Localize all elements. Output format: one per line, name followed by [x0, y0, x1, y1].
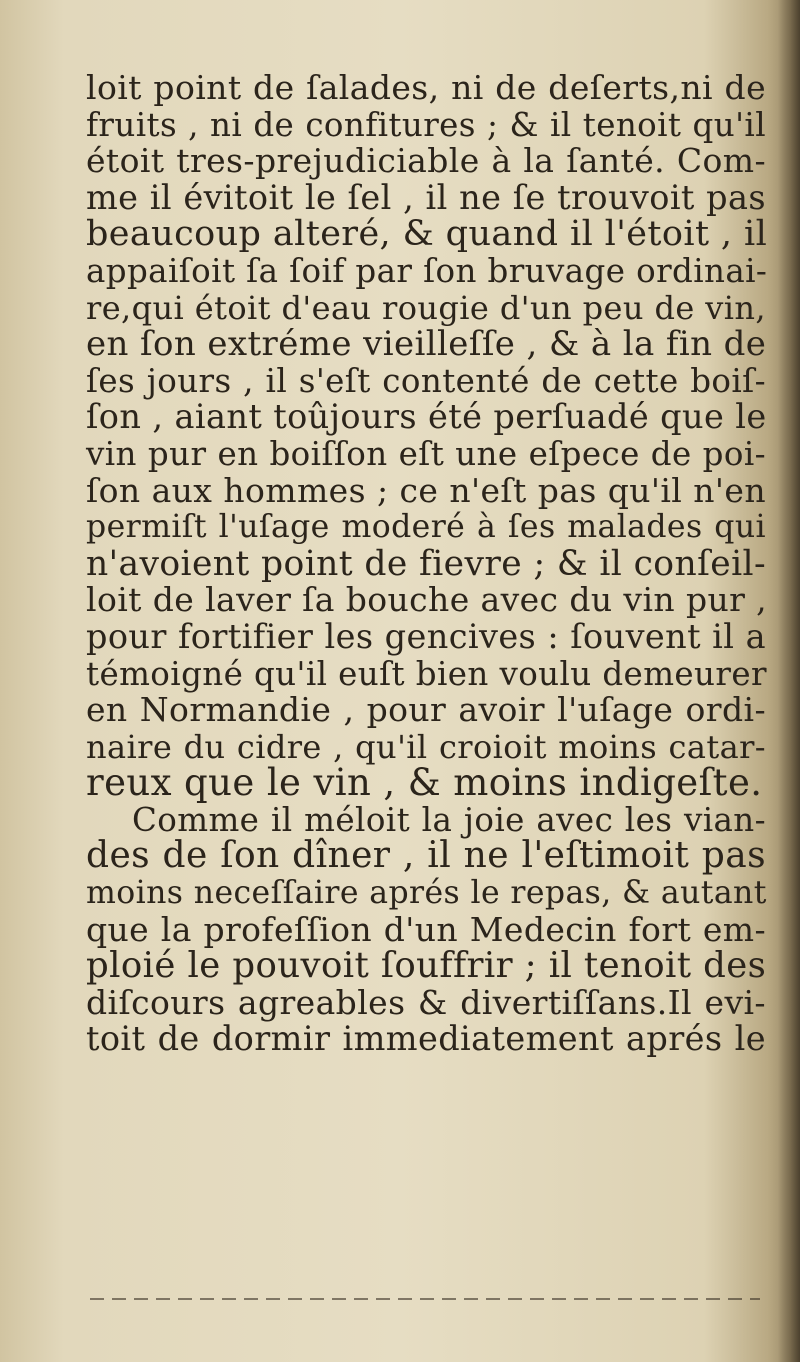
text-line: n'avoient point de fievre ; & il conſeil- [86, 543, 766, 584]
text-line: diſcours agreables & divertiſſans.Il evi- [86, 982, 766, 1022]
text-line: re,qui étoit d'eau rougie d'un peu de vin, [86, 288, 766, 327]
text-line: beaucoup alteré, & quand il l'étoit , il [86, 214, 768, 255]
text-line: ſon aux hommes ; ce n'eſt pas qu'il n'en [86, 470, 766, 510]
text-line: en Normandie , pour avoir l'uſage ordi- [86, 690, 766, 730]
text-line: en ſon extréme vieilleſſe , & à la fin de [86, 324, 767, 365]
text-line: que la profeſſion d'un Medecin fort em- [86, 909, 766, 949]
text-line: témoigné qu'il euſt bien voulu demeurer [86, 654, 767, 693]
text-line: ploié le pouvoit ſouffrir ; il tenoit des [86, 945, 767, 987]
text-line: vin pur en boiſſon eſt une eſpece de poi- [86, 434, 766, 473]
text-line: appaiſoit ſa ſoif par ſon bruvage ordinai- [86, 251, 768, 290]
text-line: me il évitoit le ſel , il ne ſe trouvoit pas [86, 177, 766, 217]
text-line: toit de dormir immediatement aprés le [86, 1019, 766, 1059]
text-line: permiſt l'uſage moderé à ſes malades qui [86, 509, 766, 546]
text-line: reux que le vin , & moins indigeſte. [86, 761, 763, 805]
text-line: loit de laver ſa bouche avec du vin pur , [86, 580, 768, 620]
text-line: loit point de ſalades, ni de deſerts,ni de [86, 68, 766, 107]
page-gutter-shadow [778, 0, 800, 1362]
text-line: fruits , ni de confitures ; & il tenoit qu'il [86, 105, 766, 144]
catchword-underline [90, 1298, 760, 1300]
text-line: pour fortifier les gencives : ſouvent il a [86, 616, 766, 656]
text-line: Comme il méloit la joie avec les vian- [132, 800, 766, 839]
text-line: naire du cidre , qu'il croioit moins catar- [86, 727, 766, 766]
text-line: étoit tres-prejudiciable à la ſanté. Com- [86, 141, 766, 181]
text-line: moins neceſſaire aprés le repas, & autant [86, 875, 767, 912]
text-line: ſon , aiant toûjours été perſuadé que le [86, 397, 767, 437]
text-line: ſes jours , il s'eſt contenté de cette boiſ- [86, 361, 766, 400]
text-line: des de ſon dîner , il ne l'eſtimoit pas [86, 835, 766, 877]
page-text [86, 70, 766, 1058]
